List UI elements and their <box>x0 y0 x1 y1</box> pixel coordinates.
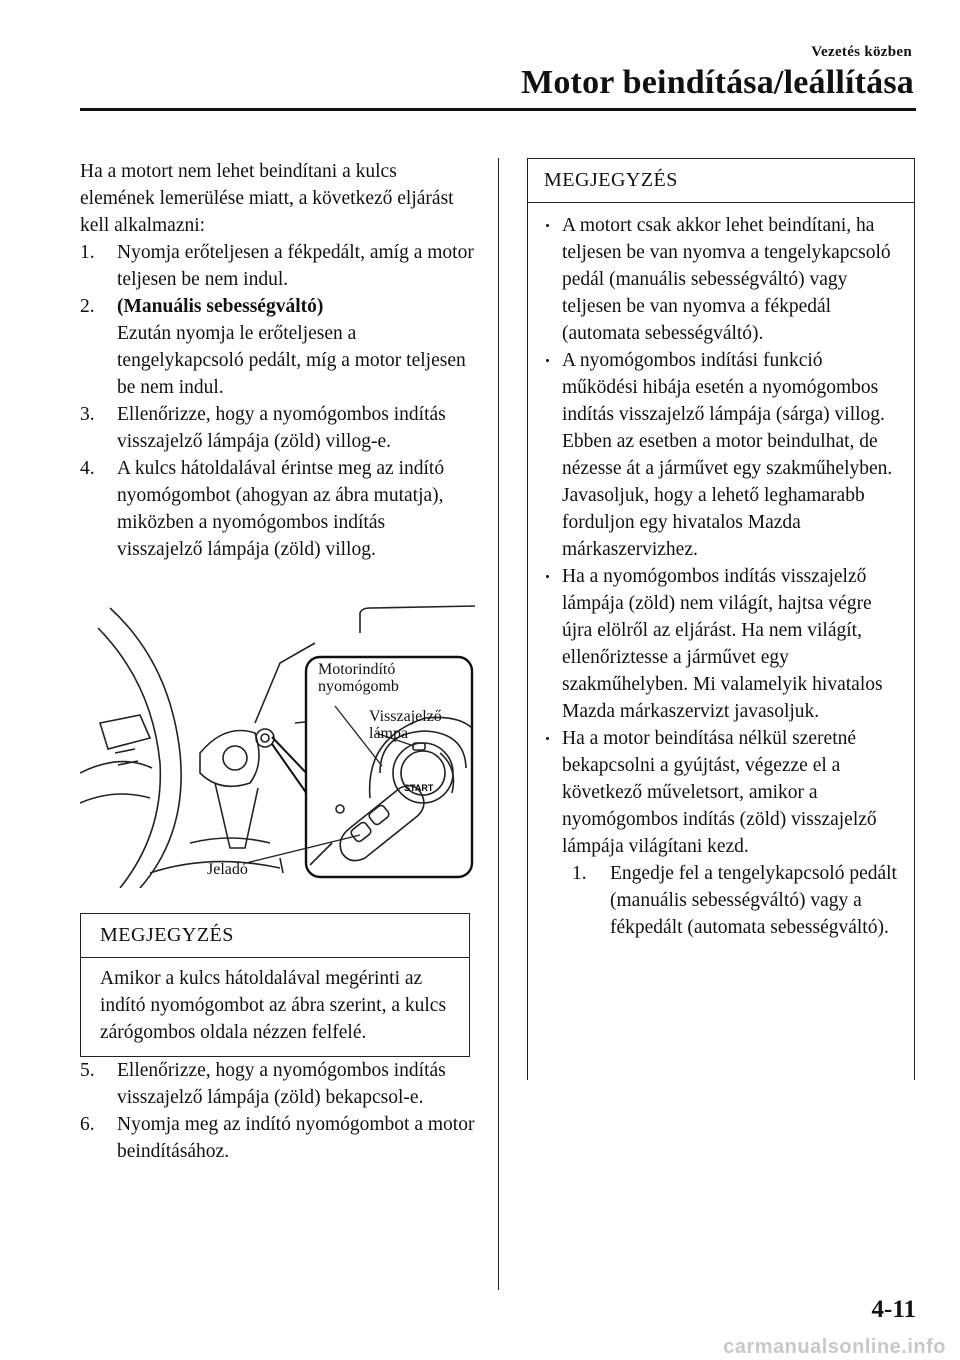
bullet-item: Ha a motor beindítása nélkül szeretné bekapcsolni a gyújtást, végezze el a következő műveletsort, amikor a nyomógombos indítás (zöld) visszajelző lámpája világítani kezd. 1. Engedje fel a tengelykapcsoló pedált (manuális sebességváltó) vagy a fékpedált (automata sebességváltó). <box>542 725 900 941</box>
procedure-steps <box>80 239 475 563</box>
note-bullets <box>542 212 900 941</box>
step-number: 6. <box>80 1114 95 1135</box>
step-item <box>80 1057 475 1111</box>
sub-step-number: 1. <box>572 863 587 884</box>
step-item <box>80 239 475 293</box>
note-text: Amikor a kulcs hátoldalával megérinti az indító nyomógombot az ábra szerint, a kulcs zárógombos oldala nézzen felfelé. <box>100 968 447 1043</box>
note-box <box>80 913 470 1057</box>
step-item <box>80 401 475 455</box>
step-number: 5. <box>80 1060 95 1081</box>
bullet-icon <box>546 575 549 578</box>
step-item <box>80 1111 475 1165</box>
page-number: 4-11 <box>871 1296 916 1323</box>
bullet-icon <box>546 224 549 227</box>
step-number: 4. <box>80 458 95 479</box>
start-button-figure <box>80 603 475 888</box>
bullet-item: A nyomógombos indítási funkció működési hibája esetén a nyomógombos indítás visszajelző lámpája (sárga) villog. Ebben az esetben a motor beindulhat, de nézesse át a járművet egy szakműhelyben. Javasoljuk, hogy a lehető leghamarabb forduljon egy hivatalos Mazda márkaszervizhez. <box>542 347 900 563</box>
step-heading: (Manuális sebességváltó) <box>117 296 324 317</box>
step-text: Nyomja erőteljesen a fékpedált, amíg a motor teljesen be nem indul. <box>117 242 474 290</box>
step-number: 1. <box>80 242 95 263</box>
bullet-icon <box>546 359 549 362</box>
step-item <box>80 293 475 401</box>
watermark: carmanualsonline.info <box>723 1336 946 1358</box>
indicator-lamp-label: Visszajelző lámpa <box>369 708 442 742</box>
bullet-icon <box>546 737 549 740</box>
step-text: A kulcs hátoldalával érintse meg az indító nyomógombot (ahogyan az ábra mutatja), miközben a nyomógombos indítás visszajelző lámpája (zöld) villog. <box>117 458 445 560</box>
bullet-item: Ha a nyomógombos indítás visszajelző lámpája (zöld) nem világít, hajtsa végre újra elölről az eljárást. Ha nem világít, ellenőriztesse a járművet egy szakműhelyben. Mi valamelyik hivatalos Mazda márkaszervizt javasoljuk. <box>542 563 900 725</box>
note-heading: MEGJEGYZÉS <box>527 158 915 203</box>
section-label: Vezetés közben <box>811 44 912 60</box>
step-item <box>80 455 475 563</box>
note-body <box>527 203 915 1080</box>
sub-step-text: Engedje fel a tengelykapcsoló pedált (manuális sebességváltó) vagy a fékpedált (automata sebességváltó). <box>610 863 897 938</box>
dashboard-illustration <box>80 603 475 888</box>
bullet-item: A motort csak akkor lehet beindítani, ha teljesen be van nyomva a tengelykapcsoló pedál (manuális sebességváltó) vagy teljesen be van nyomva a fékpedál (automata sebességváltó). <box>542 212 900 347</box>
header-rule <box>80 108 916 111</box>
column-divider <box>498 158 499 1290</box>
step-number: 2. <box>80 296 95 317</box>
chapter-title: Motor beindítása/leállítása <box>521 64 914 101</box>
step-text: Ellenőrizze, hogy a nyomógombos indítás visszajelző lámpája (zöld) bekapcsol-e. <box>117 1060 446 1108</box>
step-text: Ellenőrizze, hogy a nyomógombos indítás visszajelző lámpája (zöld) villog-e. <box>117 404 446 452</box>
sub-step-item <box>562 860 900 941</box>
intro-paragraph: Ha a motort nem lehet beindítani a kulcs elemének lemerülése miatt, a következő eljárást kell alkalmazni: <box>80 161 454 236</box>
right-column <box>527 158 915 1080</box>
procedure-steps-continued <box>80 1057 475 1165</box>
note-heading: MEGJEGYZÉS <box>81 914 469 958</box>
start-button-label: Motorindító nyomógomb <box>318 661 399 695</box>
left-column <box>80 158 475 1165</box>
step-text: Ezután nyomja le erőteljesen a tengelykapcsoló pedált, míg a motor teljesen be nem indul. <box>117 323 466 398</box>
step-text: Nyomja meg az indító nyomógombot a motor beindításához. <box>117 1114 475 1162</box>
step-number: 3. <box>80 404 95 425</box>
transmitter-label: Jeladó <box>207 861 248 878</box>
sub-steps <box>562 860 900 941</box>
start-button-text: START <box>404 783 434 793</box>
